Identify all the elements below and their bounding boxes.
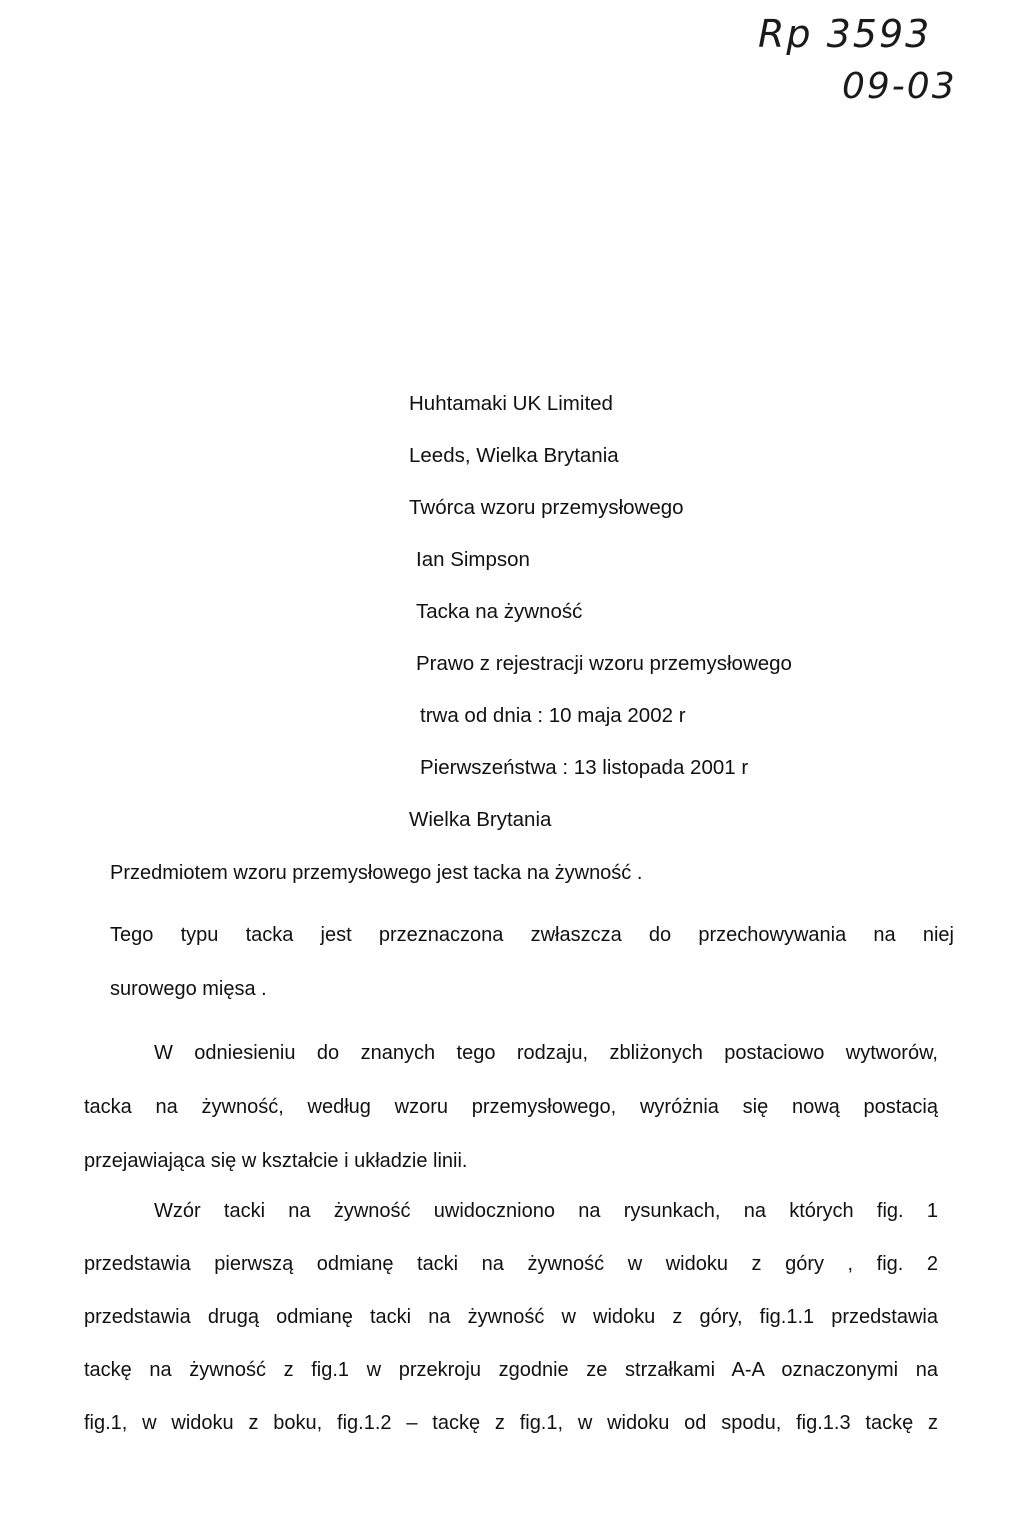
paragraph-figures-line-3: przedstawia drugą odmianę tacki na żywność w widoku z góry, fig.1.1 przedstawia: [84, 1306, 938, 1328]
paragraph-figures-line-5: fig.1, w widoku z boku, fig.1.2 – tackę z fig.1, w widoku od spodu, fig.1.3 tackę z: [84, 1412, 938, 1434]
paragraph-novelty-line-1: W odniesieniu do znanych tego rodzaju, zbliżonych postaciowo wytworów,: [154, 1042, 938, 1064]
paragraph-novelty-line-3: przejawiająca się w kształcie i układzie linii.: [84, 1150, 468, 1172]
paragraph-novelty-line-2: tacka na żywność, według wzoru przemysłowego, wyróżnia się nową postacią: [84, 1096, 938, 1118]
right-label: Prawo z rejestracji wzoru przemysłowego: [416, 652, 792, 675]
paragraph-figures-line-2: przedstawia pierwszą odmianę tacki na żywność w widoku z góry , fig. 2: [84, 1253, 938, 1275]
handwritten-reference: Rp 3593: [758, 12, 932, 56]
applicant-name: Huhtamaki UK Limited: [409, 392, 613, 415]
design-title: Tacka na żywność: [416, 600, 583, 623]
applicant-location: Leeds, Wielka Brytania: [409, 444, 619, 467]
creator-name: Ian Simpson: [416, 548, 530, 571]
priority-country: Wielka Brytania: [409, 808, 552, 831]
creator-label: Twórca wzoru przemysłowego: [409, 496, 684, 519]
paragraph-figures-line-1: Wzór tacki na żywność uwidoczniono na rysunkach, na których fig. 1: [154, 1200, 938, 1222]
paragraph-purpose-line-2: surowego mięsa .: [110, 978, 267, 1000]
paragraph-figures-line-4: tackę na żywność z fig.1 w przekroju zgodnie ze strzałkami A-A oznaczonymi na: [84, 1359, 938, 1381]
handwritten-date: 09-03: [842, 66, 957, 107]
paragraph-subject: Przedmiotem wzoru przemysłowego jest tacka na żywność .: [110, 862, 643, 884]
paragraph-purpose-line-1: Tego typu tacka jest przeznaczona zwłaszcza do przechowywania na niej: [110, 924, 954, 946]
right-duration: trwa od dnia : 10 maja 2002 r: [420, 704, 686, 727]
priority-date: Pierwszeństwa : 13 listopada 2001 r: [420, 756, 749, 779]
